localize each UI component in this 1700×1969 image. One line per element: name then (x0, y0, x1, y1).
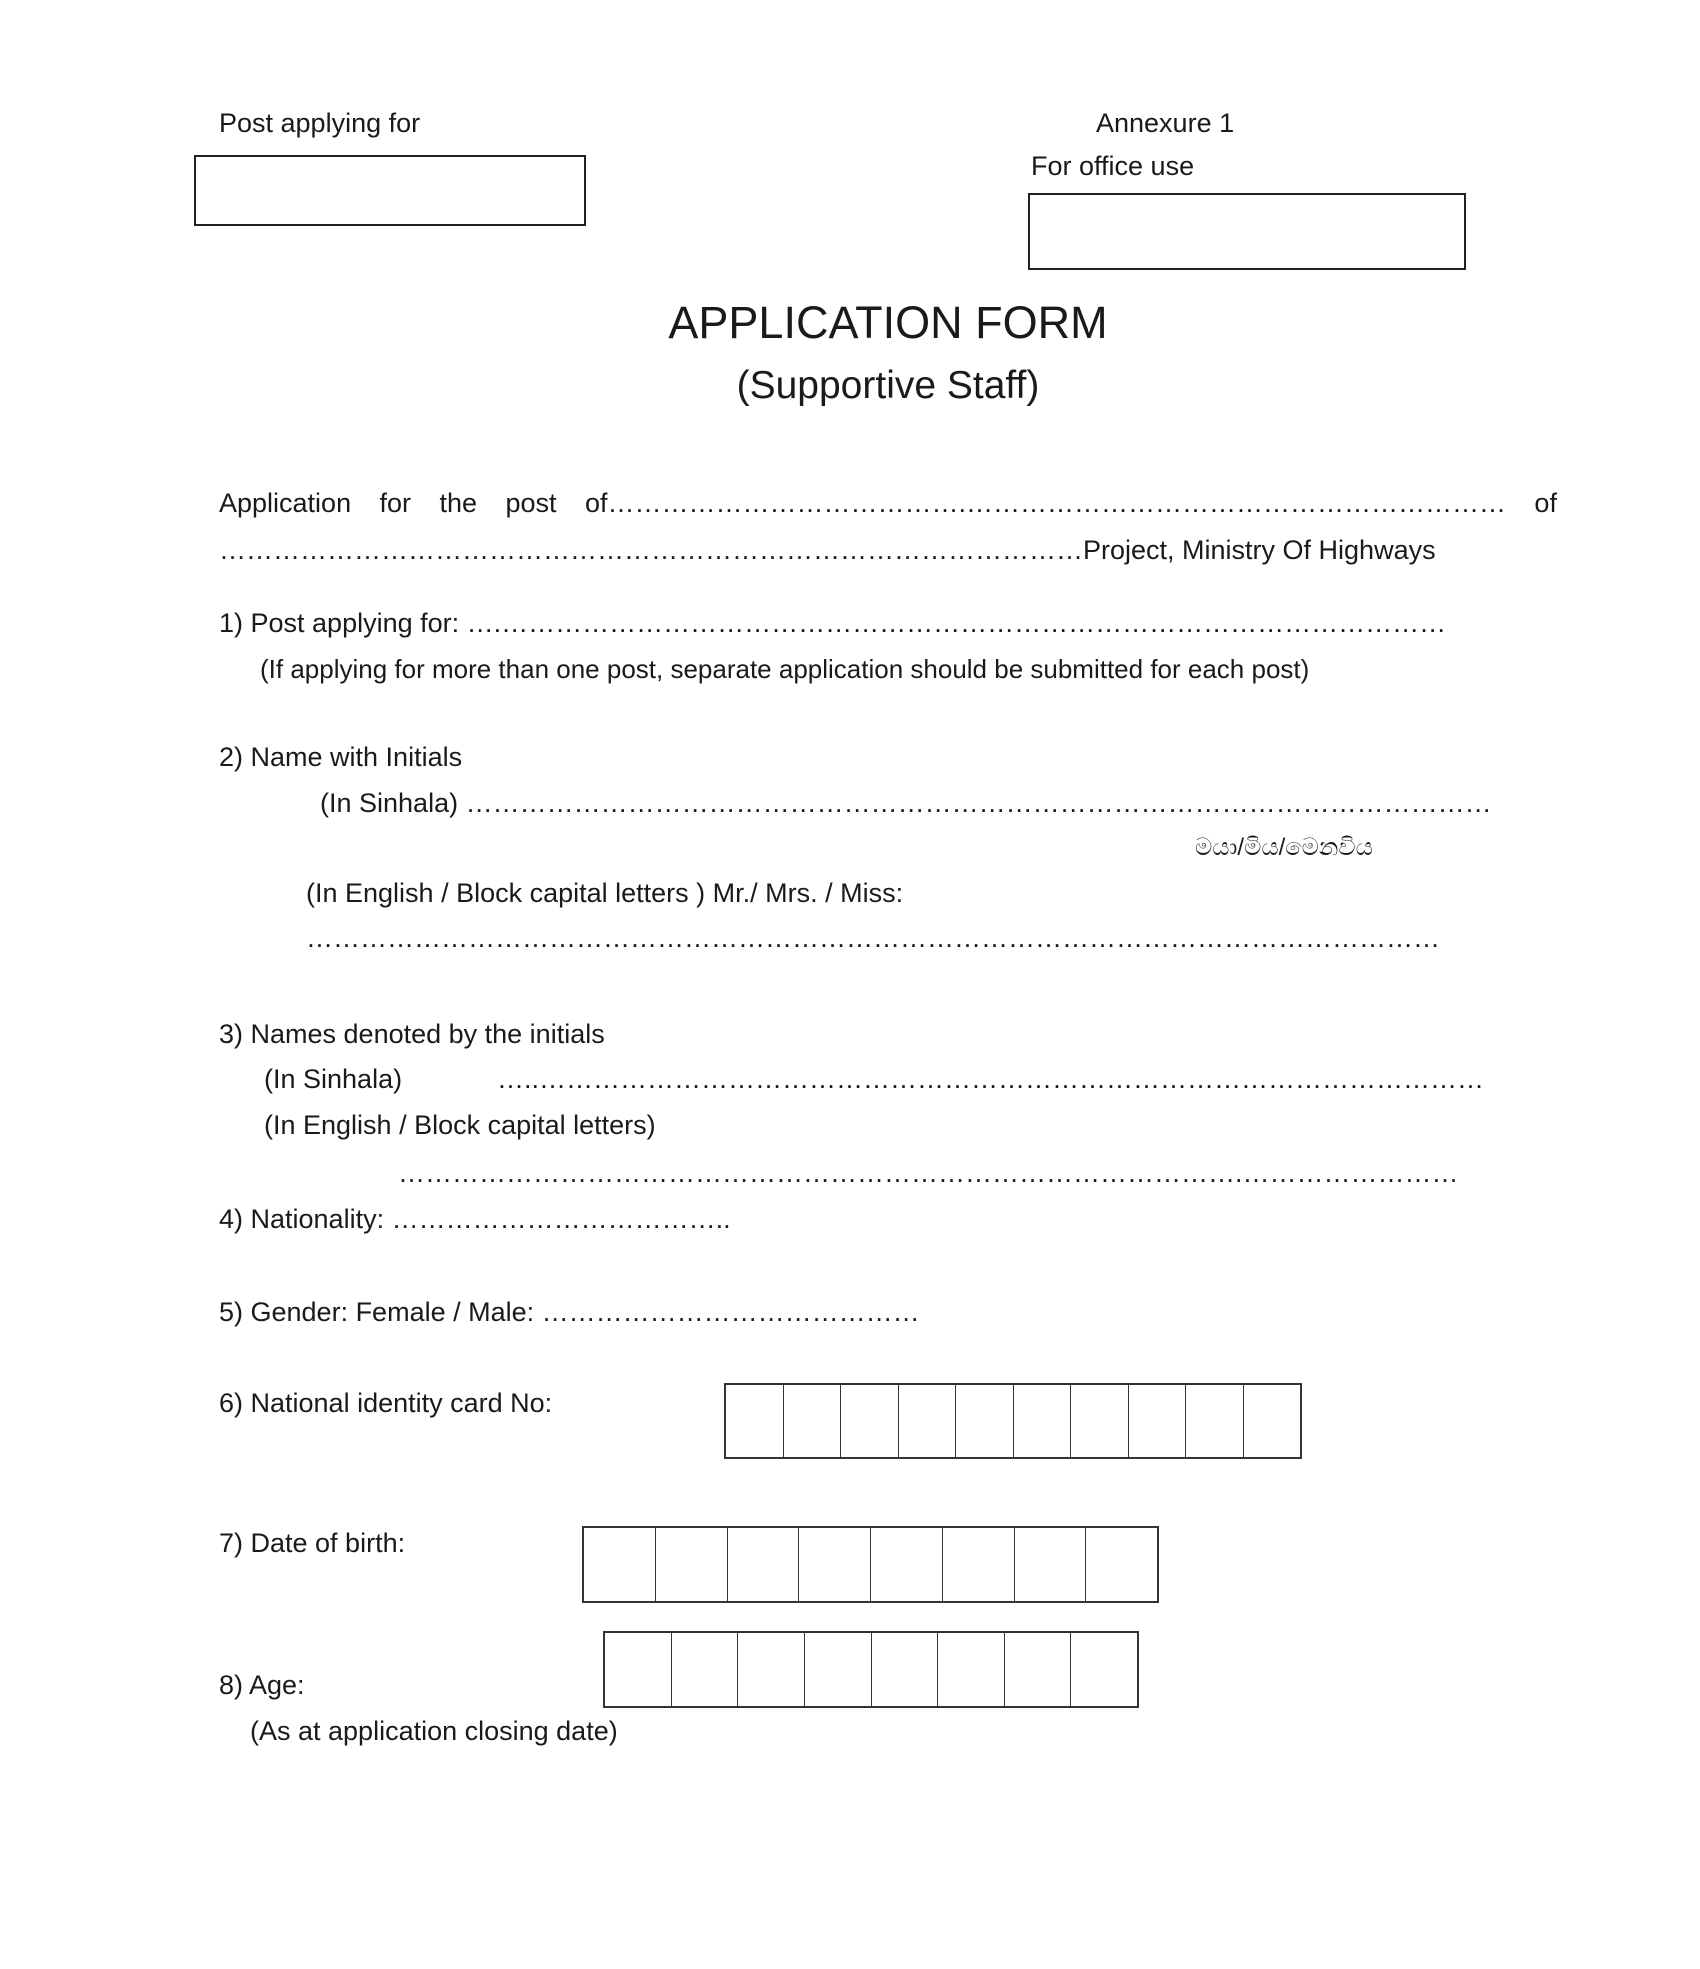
age-digit-cell[interactable] (605, 1633, 672, 1706)
dob-digit-cell[interactable] (584, 1528, 656, 1601)
dob-digit-cell[interactable] (1015, 1528, 1087, 1601)
dob-digit-cell[interactable] (1086, 1528, 1157, 1601)
q3-sinhala-label: (In Sinhala) (264, 1064, 403, 1094)
dob-grid[interactable] (582, 1526, 1159, 1603)
nic-digit-cell[interactable] (1071, 1385, 1129, 1457)
intro-word: the (439, 488, 478, 518)
intro-line-1 (219, 490, 1557, 517)
q1-note: (If applying for more than one post, separate application should be submitted for each post) (260, 654, 1310, 684)
dob-digit-cell[interactable] (656, 1528, 728, 1601)
dob-digit-cell[interactable] (871, 1528, 943, 1601)
age-digit-cell[interactable] (805, 1633, 872, 1706)
dob-digit-cell[interactable] (728, 1528, 800, 1601)
nic-number-grid[interactable] (724, 1383, 1302, 1459)
nic-digit-cell[interactable] (726, 1385, 784, 1457)
q3-sinhala-field[interactable]: …..…………………………………………………………………………………………… (497, 1064, 1485, 1094)
intro-word: Application (219, 488, 352, 518)
q3-english-label: (In English / Block capital letters) (264, 1110, 656, 1140)
q8-label: 8) Age: (219, 1670, 305, 1700)
q2-label: 2) Name with Initials (219, 742, 463, 772)
q8-note: (As at application closing date) (250, 1716, 618, 1746)
q2-sinhala-field[interactable]: (In Sinhala) …………………………………………………………………………………………………… (320, 788, 1492, 818)
q7-label: 7) Date of birth: (219, 1528, 406, 1558)
q1-post-applying-field[interactable]: 1) Post applying for: ….…………………………………………………………………………………………… (219, 608, 1447, 638)
q3-label: 3) Names denoted by the initials (219, 1019, 605, 1049)
office-use-box (1028, 193, 1466, 270)
age-digit-cell[interactable] (1071, 1633, 1137, 1706)
intro-word: for (379, 488, 412, 518)
nic-digit-cell[interactable] (1129, 1385, 1187, 1457)
nic-digit-cell[interactable] (841, 1385, 899, 1457)
intro-word: post (505, 488, 557, 518)
nic-digit-cell[interactable] (1186, 1385, 1244, 1457)
annexure-label: Annexure 1 (1096, 108, 1235, 138)
post-applying-box[interactable] (194, 155, 586, 226)
nic-digit-cell[interactable] (784, 1385, 842, 1457)
nic-digit-cell[interactable] (1014, 1385, 1072, 1457)
dob-digit-cell[interactable] (799, 1528, 871, 1601)
dob-digit-cell[interactable] (943, 1528, 1015, 1601)
q2-english-field[interactable]: ……………………………………………………………………………………………………………… (306, 923, 1440, 953)
q2-title-options-sinhala: මයා/මිය/මෙනවිය (1195, 834, 1373, 861)
q6-label: 6) National identity card No: (219, 1388, 553, 1418)
nic-digit-cell[interactable] (956, 1385, 1014, 1457)
form-title: APPLICATION FORM (668, 297, 1108, 348)
age-digit-cell[interactable] (938, 1633, 1005, 1706)
q2-english-label: (In English / Block capital letters ) Mr./ Mrs. / Miss: (306, 878, 904, 908)
nic-digit-cell[interactable] (899, 1385, 957, 1457)
nic-digit-cell[interactable] (1244, 1385, 1301, 1457)
intro-project-line[interactable]: ……………………………………………………………………………………Project, Ministry Of Highways (219, 535, 1436, 565)
age-digit-cell[interactable] (738, 1633, 805, 1706)
q4-nationality-field[interactable]: 4) Nationality: ……………………………….. (219, 1204, 731, 1234)
q5-gender-field[interactable]: 5) Gender: Female / Male: …………………………………… (219, 1297, 920, 1327)
q3-english-field[interactable]: ………………………………………………………………………………….…………………… (398, 1158, 1459, 1188)
intro-word: of (1534, 488, 1557, 518)
form-subtitle: (Supportive Staff) (736, 364, 1040, 407)
age-digit-cell[interactable] (872, 1633, 939, 1706)
post-applying-label: Post applying for (219, 108, 421, 138)
age-grid[interactable] (603, 1631, 1139, 1708)
office-use-label: For office use (1031, 151, 1195, 181)
age-digit-cell[interactable] (672, 1633, 739, 1706)
intro-post-field[interactable]: of………………………………….…………………………………………………… (584, 488, 1506, 518)
age-digit-cell[interactable] (1005, 1633, 1072, 1706)
